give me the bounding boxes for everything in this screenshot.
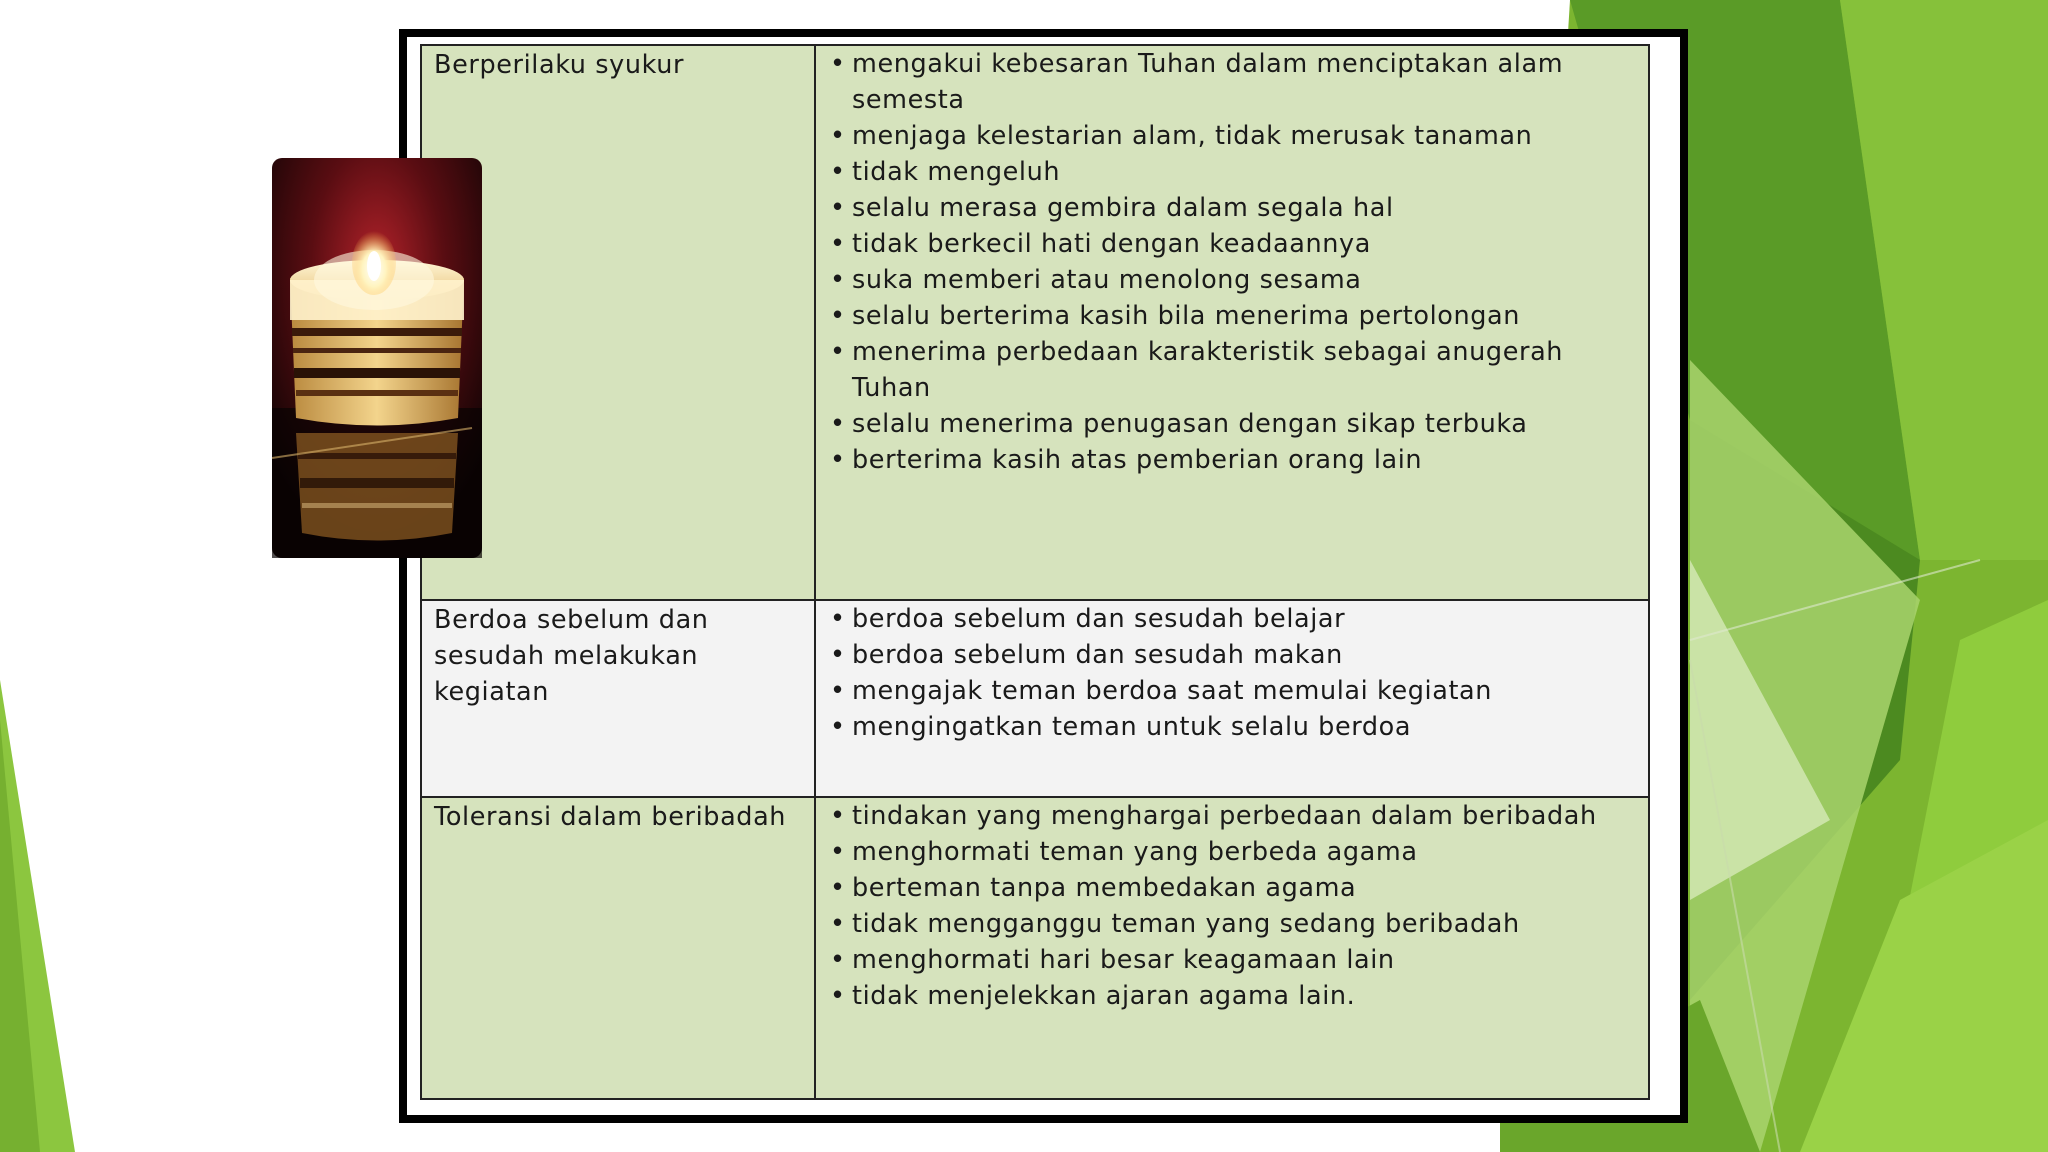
row-label: Toleransi dalam beribadah — [421, 797, 815, 1099]
list-item: • berdoa sebelum dan sesudah makan — [828, 637, 1636, 673]
list-item: • menerima perbedaan karakteristik sebagai anugerah Tuhan — [828, 334, 1636, 406]
table-row — [421, 600, 1649, 797]
list-item: • tidak mengganggu teman yang sedang beribadah — [828, 906, 1636, 942]
row-items-cell — [815, 45, 1649, 600]
row-label: Berperilaku syukur — [421, 45, 815, 600]
list-item: • mengingatkan teman untuk selalu berdoa — [828, 709, 1636, 745]
list-item: • menjaga kelestarian alam, tidak merusak tanaman — [828, 118, 1636, 154]
list-item: • selalu merasa gembira dalam segala hal — [828, 190, 1636, 226]
list-item: • tidak mengeluh — [828, 154, 1636, 190]
table-row — [421, 45, 1649, 600]
list-item: • selalu berterima kasih bila menerima pertolongan — [828, 298, 1636, 334]
bullet-list — [828, 601, 1636, 745]
list-item: • berteman tanpa membedakan agama — [828, 870, 1636, 906]
list-item: • menghormati teman yang berbeda agama — [828, 834, 1636, 870]
row-items-cell — [815, 600, 1649, 797]
row-label: Berdoa sebelum dan sesudah melakukan kegiatan — [421, 600, 815, 797]
list-item: • berdoa sebelum dan sesudah belajar — [828, 601, 1636, 637]
bullet-list — [828, 798, 1636, 1014]
table-row — [421, 797, 1649, 1099]
bullet-list — [828, 46, 1636, 478]
list-item: • mengakui kebesaran Tuhan dalam menciptakan alam semesta — [828, 46, 1636, 118]
list-item: • berterima kasih atas pemberian orang lain — [828, 442, 1636, 478]
values-table — [420, 44, 1650, 1100]
list-item: • tidak berkecil hati dengan keadaannya — [828, 226, 1636, 262]
candle-image — [272, 158, 482, 558]
list-item: • selalu menerima penugasan dengan sikap terbuka — [828, 406, 1636, 442]
list-item: • menghormati hari besar keagamaan lain — [828, 942, 1636, 978]
list-item: • tidak menjelekkan ajaran agama lain. — [828, 978, 1636, 1014]
list-item: • suka memberi atau menolong sesama — [828, 262, 1636, 298]
list-item: • mengajak teman berdoa saat memulai kegiatan — [828, 673, 1636, 709]
row-items-cell — [815, 797, 1649, 1099]
list-item: • tindakan yang menghargai perbedaan dalam beribadah — [828, 798, 1636, 834]
